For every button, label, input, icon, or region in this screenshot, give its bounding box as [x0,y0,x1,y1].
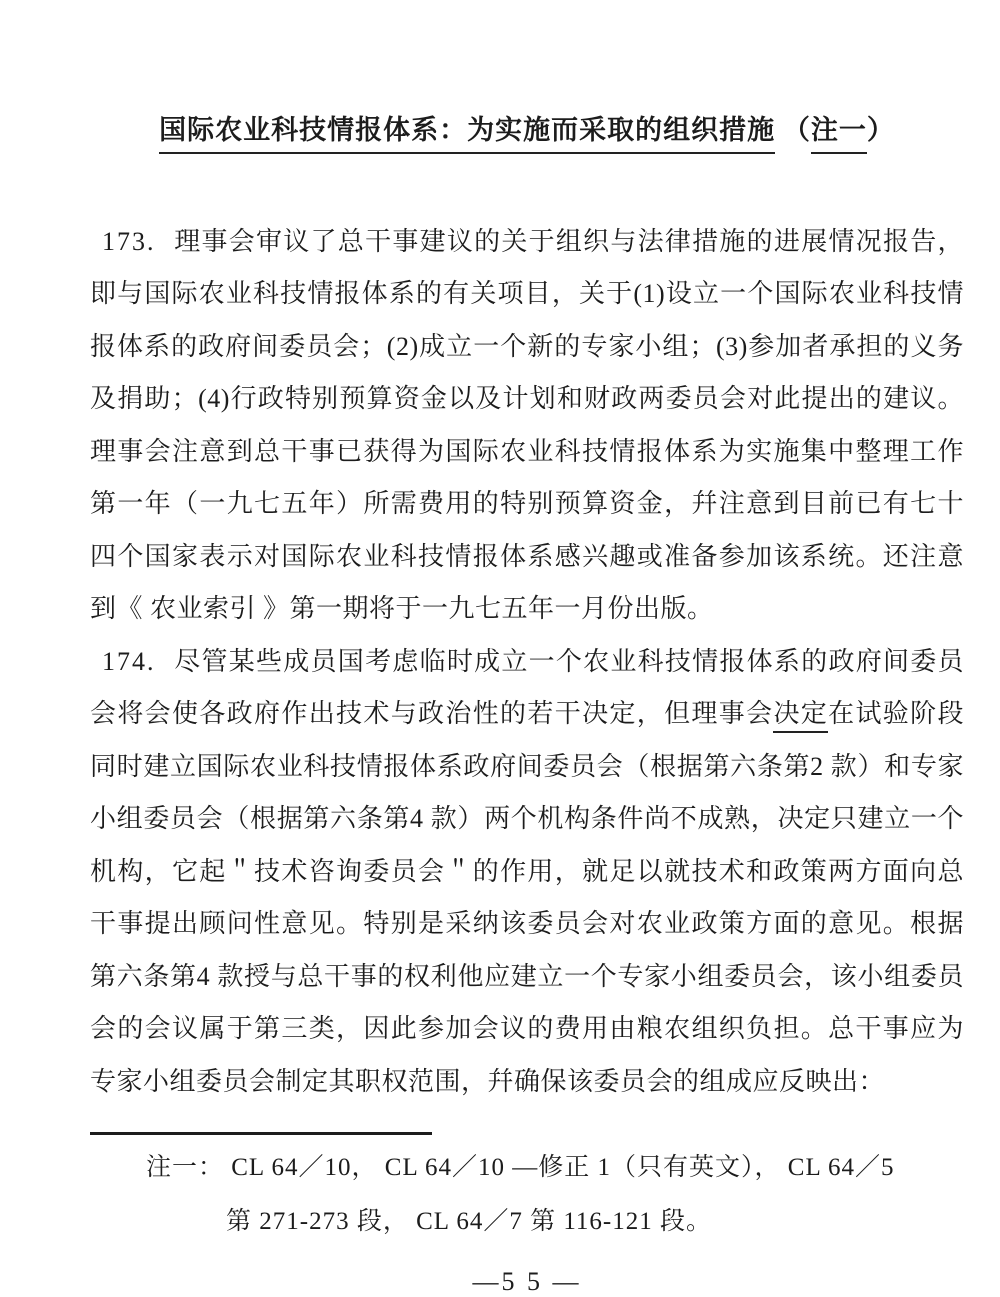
footnote [90,1132,964,1249]
text-run: 尽管某些成员国考虑临时成立一个农业科技情报体系的政府间委员会将会使各政府作出技术与政治性的若干决定，但理事会 [90,646,964,729]
text-run: （ [775,115,811,145]
footnote-line-1: 注一： CL 64／10， CL 64／10 —修正 1（只有英文）， CL 64／5 [146,1154,895,1182]
paragraph-text [90,227,964,624]
underlined-text: 注一 [811,115,867,154]
text-run: 理事会审议了总干事建议的关于组织与法律措施的进展情况报告，即与国际农业科技情报体系的有关项目，关于(1)设立一个国际农业科技情报体系的政府间委员会；(2)成立一个新的专家小组；(3)参加者承担的义务及捐助；(4)行政特别预算资金以及计划和财政两委员会对此提出的建议。理事会注意到总干事已获得为国际农业科技情报体系为实施集中整理工作第一年（一九七五年）所需费用的特别预算资金，幷注意到目前已有七十四个国家表示对国际农业科技情报体系感兴趣或准备参加该系统。还注意到《 农业索引 》第一期将于一九七五年一月份出版。 [90,226,964,624]
paragraph-173 [90,216,964,636]
text-run: 在试验阶段同时建立国际农业科技情报体系政府间委员会（根据第六条第2 款）和专家小组委员会（根据第六条第4 款）两个机构条件尚不成熟，决定只建立一个机构，它起＂技术咨询委员会＂的作用，就足以就技术和政策两方面向总干事提出顾问性意见。特别是采纳该委员会对农业政策方面的意见。根据第六条第4 款授与总干事的权利他应建立一个专家小组委员会，该小组委员会的会议属于第三类，因此参加会议的费用由粮农组织负担。总干事应为专家小组委员会制定其职权范围，幷确保该委员会的组成应反映出： [90,699,964,1096]
footnote-line-2: 第 271-273 段， CL 64／7 第 116-121 段。 [226,1208,712,1236]
document-title [90,112,964,150]
paragraph-text [90,647,964,1096]
underlined-text: 决定 [773,699,828,733]
text-run: ） [866,115,895,145]
paragraph-number: 173. [102,226,156,256]
footnote-divider [90,1132,432,1135]
page-number: —5 5 — [472,1267,582,1297]
underlined-text: 国际农业科技情报体系：为实施而采取的组织措施 [159,115,775,154]
document-body [90,216,964,1109]
paragraph-174 [90,636,964,1109]
paragraph-number: 174. [102,646,156,676]
